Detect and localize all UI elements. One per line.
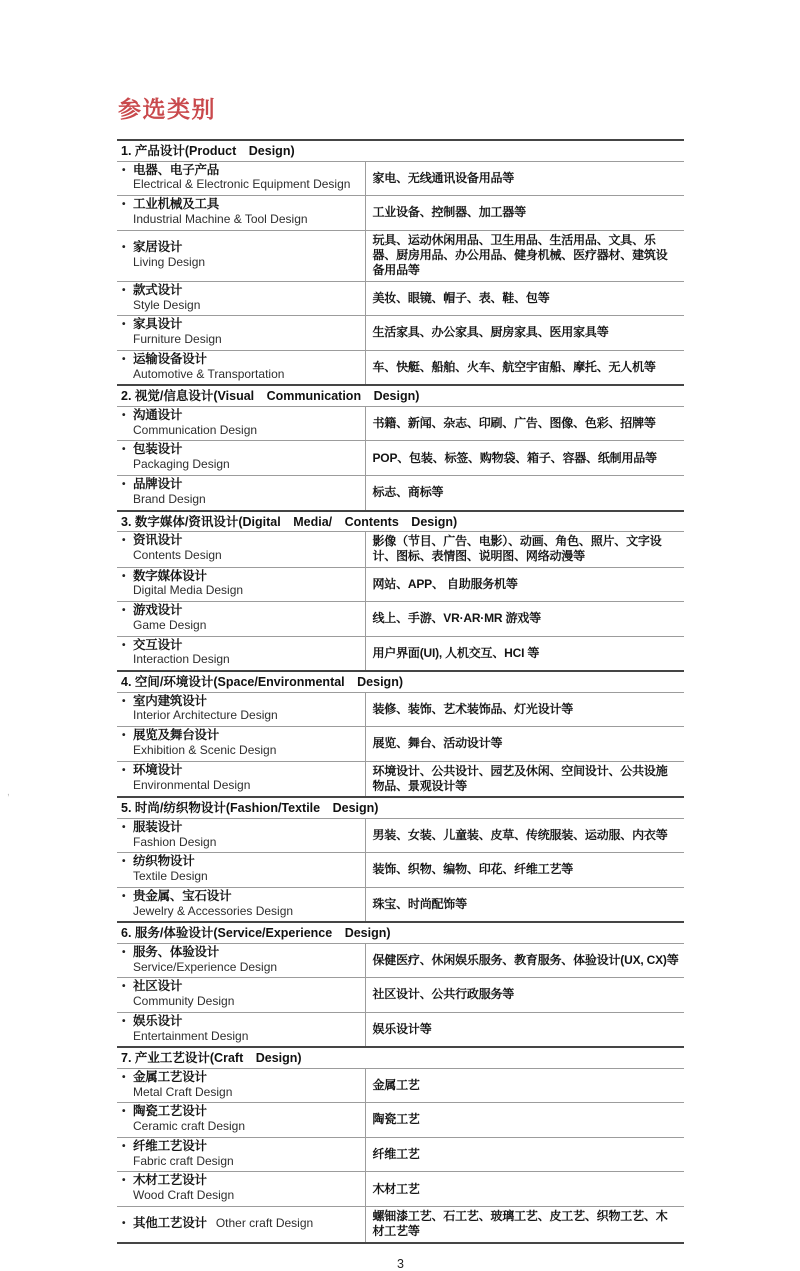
category-name-en: Wood Craft Design xyxy=(133,1188,235,1203)
category-cell xyxy=(117,316,365,351)
category-cell xyxy=(117,1012,365,1047)
description-cell: 工业设备、控制器、加工器等 xyxy=(365,196,684,231)
category-cell xyxy=(117,350,365,385)
category-cell xyxy=(117,1207,365,1243)
category-name-en: Communication Design xyxy=(133,422,258,437)
bullet-icon: • xyxy=(122,535,126,547)
bullet-icon: • xyxy=(122,1071,126,1083)
section-header: 1. 产品设计(Product Design) xyxy=(117,140,684,161)
category-name-en: Industrial Machine & Tool Design xyxy=(133,211,308,226)
table-row xyxy=(117,887,684,922)
category-name-en: Furniture Design xyxy=(133,332,222,347)
bullet-icon: • xyxy=(122,319,126,331)
category-name-en: Fashion Design xyxy=(133,834,217,849)
table-row xyxy=(117,196,684,231)
category-name-en: Style Design xyxy=(133,297,201,312)
table-row xyxy=(117,761,684,797)
category-name-zh: 其他工艺设计 xyxy=(133,1216,207,1230)
table-row xyxy=(117,161,684,196)
section-header-row xyxy=(117,797,684,818)
category-table xyxy=(117,139,684,1243)
page-title: 参选类别 xyxy=(118,96,216,122)
category-name-zh: 家具设计 xyxy=(133,317,183,332)
category-name-zh: 室内建筑设计 xyxy=(133,693,207,708)
category-name-zh: 环境设计 xyxy=(133,763,183,778)
category-name-zh: 交互设计 xyxy=(133,637,183,652)
category-cell xyxy=(117,1172,365,1207)
category-name-zh: 工业机械及工具 xyxy=(133,197,220,212)
section-header: 3. 数字媒体/资讯设计(Digital Media/ Contents Design) xyxy=(117,511,684,532)
category-cell xyxy=(117,602,365,637)
category-name-en: Metal Craft Design xyxy=(133,1084,233,1099)
section-header: 7. 产业工艺设计(Craft Design) xyxy=(117,1047,684,1068)
category-name-zh: 家居设计 xyxy=(133,240,183,255)
description-cell: 标志、商标等 xyxy=(365,475,684,510)
table-row xyxy=(117,1172,684,1207)
section-header: 4. 空间/环境设计(Space/Environmental Design) xyxy=(117,671,684,692)
table-row xyxy=(117,230,684,281)
table-row xyxy=(117,1103,684,1138)
table-row xyxy=(117,636,684,671)
section-header: 2. 视觉/信息设计(Visual Communication Design) xyxy=(117,385,684,406)
table-row xyxy=(117,316,684,351)
description-cell: 环境设计、公共设计、园艺及休闲、空间设计、公共设施物品、景观设计等 xyxy=(365,761,684,797)
bullet-icon: • xyxy=(122,199,126,211)
bullet-icon: • xyxy=(122,639,126,651)
category-name-zh: 贵金属、宝石设计 xyxy=(133,888,232,903)
table-row xyxy=(117,281,684,316)
bullet-icon: • xyxy=(122,1106,126,1118)
category-cell xyxy=(117,567,365,602)
section-header-row xyxy=(117,671,684,692)
description-cell: 装饰、织物、编物、印花、纤维工艺等 xyxy=(365,853,684,888)
bullet-icon: • xyxy=(122,695,126,707)
description-cell: 珠宝、时尚配饰等 xyxy=(365,887,684,922)
category-name-zh: 娱乐设计 xyxy=(133,1013,183,1028)
bullet-icon: • xyxy=(122,856,126,868)
category-name-en: Exhibition & Scenic Design xyxy=(133,742,277,757)
category-name-en: Jewelry & Accessories Design xyxy=(133,903,294,918)
description-cell: 影像（节目、广告、电影）、动画、角色、照片、文字设计、图标、表情图、说明图、网络动漫等 xyxy=(365,531,684,567)
category-name-zh: 电器、电子产品 xyxy=(133,162,220,177)
bullet-icon: • xyxy=(122,890,126,902)
table-row xyxy=(117,727,684,762)
section-header-row xyxy=(117,385,684,406)
table-row xyxy=(117,818,684,853)
category-cell xyxy=(117,406,365,441)
category-name-zh: 包装设计 xyxy=(133,442,183,457)
category-name-zh: 金属工艺设计 xyxy=(133,1069,207,1084)
bullet-icon: • xyxy=(122,570,126,582)
category-name-en: Interior Architecture Design xyxy=(133,708,278,723)
category-cell xyxy=(117,692,365,727)
category-name-zh: 沟通设计 xyxy=(133,407,183,422)
bullet-icon: • xyxy=(122,946,126,958)
category-name-en: Brand Design xyxy=(133,491,206,506)
category-cell xyxy=(117,230,365,281)
category-name-en: Interaction Design xyxy=(133,652,230,667)
category-name-en: Other craft Design xyxy=(215,1216,314,1230)
bullet-icon: • xyxy=(122,1140,126,1152)
category-cell xyxy=(117,887,365,922)
category-name-zh: 数字媒体设计 xyxy=(133,568,207,583)
category-cell xyxy=(117,281,365,316)
category-cell xyxy=(117,978,365,1013)
table-row xyxy=(117,602,684,637)
category-name-en: Environmental Design xyxy=(133,778,251,793)
category-name-zh: 资讯设计 xyxy=(133,533,183,548)
category-name-zh: 游戏设计 xyxy=(133,603,183,618)
description-cell: 保健医疗、休闲娱乐服务、教育服务、体验设计(UX, CX)等 xyxy=(365,943,684,978)
category-cell xyxy=(117,853,365,888)
bullet-icon: • xyxy=(122,242,126,254)
bullet-icon: • xyxy=(122,284,126,296)
category-name-zh: 服装设计 xyxy=(133,819,183,834)
bullet-icon: • xyxy=(122,605,126,617)
bullet-icon: • xyxy=(122,1175,126,1187)
bullet-icon: • xyxy=(122,1218,126,1229)
category-cell xyxy=(117,531,365,567)
category-cell xyxy=(117,1103,365,1138)
bullet-icon: • xyxy=(122,1015,126,1027)
bullet-icon: • xyxy=(122,353,126,365)
category-name-en: Ceramic craft Design xyxy=(133,1119,246,1134)
bullet-icon: • xyxy=(122,821,126,833)
category-name-en: Automotive & Transportation xyxy=(133,366,285,381)
description-cell: 用户界面(UI), 人机交互、HCI 等 xyxy=(365,636,684,671)
description-cell: 木材工艺 xyxy=(365,1172,684,1207)
category-name-en: Service/Experience Design xyxy=(133,959,278,974)
bullet-icon: • xyxy=(122,409,126,421)
category-cell xyxy=(117,636,365,671)
description-cell: 男装、女装、儿童装、皮草、传统服装、运动服、内衣等 xyxy=(365,818,684,853)
category-cell xyxy=(117,761,365,797)
description-cell: 娱乐设计等 xyxy=(365,1012,684,1047)
bullet-icon: • xyxy=(122,164,126,176)
category-cell xyxy=(117,1068,365,1103)
table-row xyxy=(117,350,684,385)
category-name-en: Community Design xyxy=(133,994,235,1009)
category-cell xyxy=(117,1137,365,1172)
table-row xyxy=(117,1068,684,1103)
category-cell xyxy=(117,196,365,231)
description-cell: 线上、手游、VR·AR·MR 游戏等 xyxy=(365,602,684,637)
description-cell: 生活家具、办公家具、厨房家具、医用家具等 xyxy=(365,316,684,351)
category-name-zh: 服务、体验设计 xyxy=(133,944,220,959)
category-name-en: Electrical & Electronic Equipment Design xyxy=(133,177,351,192)
category-name-en: Contents Design xyxy=(133,548,222,563)
table-row xyxy=(117,475,684,510)
category-name-zh: 纺织物设计 xyxy=(133,854,195,869)
category-cell xyxy=(117,727,365,762)
section-header-row xyxy=(117,1047,684,1068)
description-cell: 美妆、眼镜、帽子、表、鞋、包等 xyxy=(365,281,684,316)
category-name-zh: 木材工艺设计 xyxy=(133,1173,207,1188)
description-cell: POP、包装、标签、购物袋、箱子、容器、纸制用品等 xyxy=(365,441,684,476)
section-header-row xyxy=(117,511,684,532)
section-header: 6. 服务/体验设计(Service/Experience Design) xyxy=(117,922,684,943)
description-cell: 书籍、新闻、杂志、印刷、广告、图像、色彩、招牌等 xyxy=(365,406,684,441)
category-name-zh: 社区设计 xyxy=(133,979,183,994)
description-cell: 网站、APP、 自助服务机等 xyxy=(365,567,684,602)
category-name-zh: 款式设计 xyxy=(133,282,183,297)
table-row xyxy=(117,406,684,441)
category-table-body xyxy=(117,140,684,1242)
description-cell: 玩具、运动休闲用品、卫生用品、生活用品、文具、乐器、厨房用品、办公用品、健身机械、医疗器材、建筑设备用品等 xyxy=(365,230,684,281)
table-row xyxy=(117,943,684,978)
table-row xyxy=(117,692,684,727)
category-name-zh: 陶瓷工艺设计 xyxy=(133,1104,207,1119)
table-row xyxy=(117,441,684,476)
description-cell: 陶瓷工艺 xyxy=(365,1103,684,1138)
scan-artifact: , xyxy=(7,787,10,798)
category-name-en: Textile Design xyxy=(133,869,208,884)
page-number: 3 xyxy=(397,1256,404,1271)
category-cell xyxy=(117,818,365,853)
table-row xyxy=(117,1207,684,1243)
bullet-icon: • xyxy=(122,765,126,777)
category-name-en: Entertainment Design xyxy=(133,1028,249,1043)
section-header-row xyxy=(117,922,684,943)
category-cell xyxy=(117,161,365,196)
category-name-zh: 纤维工艺设计 xyxy=(133,1138,207,1153)
description-cell: 家电、无线通讯设备用品等 xyxy=(365,161,684,196)
bullet-icon: • xyxy=(122,478,126,490)
category-name-en: Game Design xyxy=(133,617,207,632)
category-cell xyxy=(117,441,365,476)
category-name-en: Living Design xyxy=(133,254,206,269)
description-cell: 展览、舞台、活动设计等 xyxy=(365,727,684,762)
description-cell: 装修、装饰、艺术装饰品、灯光设计等 xyxy=(365,692,684,727)
bullet-icon: • xyxy=(122,444,126,456)
section-header: 5. 时尚/纺织物设计(Fashion/Textile Design) xyxy=(117,797,684,818)
description-cell: 纤维工艺 xyxy=(365,1137,684,1172)
category-name-zh: 品牌设计 xyxy=(133,476,183,491)
table-row xyxy=(117,531,684,567)
category-name-en: Digital Media Design xyxy=(133,583,244,598)
table-row xyxy=(117,1012,684,1047)
table-row xyxy=(117,978,684,1013)
category-name-en: Fabric craft Design xyxy=(133,1153,234,1168)
category-cell xyxy=(117,475,365,510)
description-cell: 金属工艺 xyxy=(365,1068,684,1103)
bullet-icon: • xyxy=(122,730,126,742)
description-cell: 螺钿漆工艺、石工艺、玻璃工艺、皮工艺、织物工艺、木材工艺等 xyxy=(365,1207,684,1243)
category-name-zh: 展览及舞台设计 xyxy=(133,728,220,743)
table-row xyxy=(117,853,684,888)
bullet-icon: • xyxy=(122,981,126,993)
category-cell xyxy=(117,943,365,978)
description-cell: 社区设计、公共行政服务等 xyxy=(365,978,684,1013)
category-name-en: Packaging Design xyxy=(133,457,230,472)
table-row xyxy=(117,567,684,602)
description-cell: 车、快艇、船舶、火车、航空宇宙船、摩托、无人机等 xyxy=(365,350,684,385)
section-header-row xyxy=(117,140,684,161)
table-row xyxy=(117,1137,684,1172)
category-name-zh: 运输设备设计 xyxy=(133,351,207,366)
